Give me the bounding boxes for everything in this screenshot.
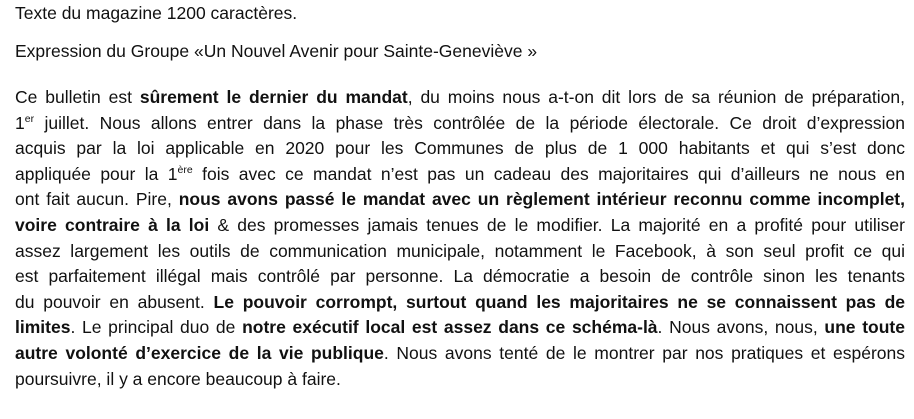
group-heading: Expression du Groupe «Un Nouvel Avenir pour Sainte-Geneviève » <box>15 41 538 61</box>
body-line-7: assez largement les outils de communication municipale, notamment le Facebook, à son seul profit ce qui <box>15 240 905 261</box>
body-line-6: voire contraire à la loi & des promesses jamais tenues de le modifier. La majorité en a profité pour utiliser <box>15 214 905 235</box>
body-paragraph <box>15 85 905 392</box>
body-line-11: autre volonté d’exercice de la vie publique. Nous avons tenté de le montrer par nos pratiques et espérons <box>15 342 905 363</box>
body-line-10: limites. Le principal duo de notre exécutif local est assez dans ce schéma-là. Nous avons, nous, une toute <box>15 317 905 338</box>
body-line-8: est parfaitement illégal mais contrôlé par personne. La démocratie a besoin de contrôle sinon les tenants <box>15 266 905 287</box>
body-line-9: du pouvoir en abusent. Le pouvoir corrompt, surtout quand les majoritaires ne se connaissent pas de <box>15 291 906 312</box>
body-line-2: 1er juillet. Nous allons entrer dans la phase très contrôlée de la période électorale. Ce droit d’expression <box>15 112 905 133</box>
body-line-5: ont fait aucun. Pire, nous avons passé le mandat avec un règlement intérieur reconnu comme incomplet, <box>15 189 905 210</box>
body-line-1: Ce bulletin est sûrement le dernier du mandat, du moins nous a-t-on dit lors de sa réunion de préparation, <box>15 87 905 107</box>
body-line-3: acquis par la loi applicable en 2020 pour les Communes de plus de 1 000 habitants et qui s’est donc <box>15 138 905 159</box>
body-line-4: appliquée pour la 1ère fois avec ce mandat n’est pas un cadeau des majoritaires qui d’ailleurs ne nous en <box>15 163 905 184</box>
magazine-note: Texte du magazine 1200 caractères. <box>15 3 298 23</box>
body-line-12: poursuivre, il y a encore beaucoup à faire. <box>15 368 341 389</box>
